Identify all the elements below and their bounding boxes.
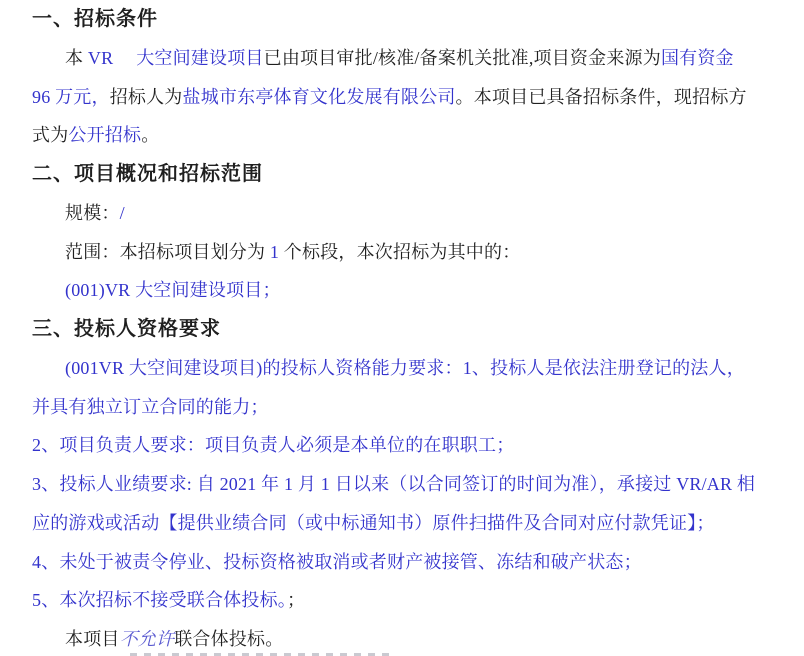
text-run: 一、招标条件: [32, 8, 158, 30]
text-run: 1: [269, 241, 280, 262]
text-run: 不允许: [119, 629, 175, 649]
scope-line: [32, 233, 774, 272]
consortium-line: [32, 620, 774, 656]
requirement-2-line: [32, 426, 774, 465]
section-2-heading: [32, 155, 774, 194]
text-run: 2、项目负责人要求：项目负责人必须是本单位的在职职工；: [32, 435, 515, 456]
para-tender-conditions-line-2: [32, 78, 774, 117]
text-run: 。本项目已具备招标条件，现招标方: [455, 86, 747, 107]
text-run: 范围：本招标项目划分为: [65, 241, 270, 262]
text-run: 。: [141, 125, 160, 146]
text-run: 盐城市东亭体育文化发展有限公司: [182, 86, 456, 107]
lot-001-line: [32, 271, 774, 310]
text-run: 已由项目审批/核准/备案机关批准,项目资金来源为: [263, 47, 661, 68]
para-tender-conditions-line-1: [32, 39, 774, 78]
text-run: 本项目: [65, 629, 120, 649]
text-run: 规模：: [65, 202, 120, 223]
text-run: 二、项目概况和招标范围: [32, 163, 263, 185]
text-run: ；: [287, 590, 306, 611]
text-run: 三、投标人资格要求: [32, 318, 221, 340]
text-run: 96 万元，: [32, 86, 110, 107]
section-1-heading: [32, 0, 774, 39]
requirement-4-line: [32, 543, 774, 582]
requirement-5-line: [32, 581, 774, 620]
text-run: 3、投标人业绩要求: 自 2021 年 1 月 1 日以来（以合同签订的时间为准），承接过 VR/AR 相: [32, 474, 756, 494]
qualification-line-2: [32, 388, 774, 427]
text-run: 应的游戏或活动【提供业绩合同（或中标通知书）原件扫描件及合同对应付款凭证】；: [32, 512, 715, 533]
text-run: VR 大空间建设项目: [87, 47, 264, 68]
text-run: 公开招标: [68, 125, 142, 146]
text-run: 式为: [32, 125, 69, 146]
text-run: 联合体投标。: [174, 629, 284, 649]
para-tender-conditions-line-3: [32, 116, 774, 155]
text-run: 国有资金: [660, 47, 734, 68]
text-run: 招标人为: [109, 86, 183, 107]
scale-line: [32, 194, 774, 233]
text-run: /: [119, 202, 125, 223]
requirement-3-line-2: [32, 504, 774, 543]
qualification-line-1: [32, 349, 774, 388]
text-run: (001VR 大空间建设项目)的投标人资格能力要求：1、投标人是依法注册登记的法人，: [65, 357, 745, 378]
text-run: 5、本次招标不接受联合体投标。: [32, 590, 287, 611]
requirement-3-line-1: [32, 465, 774, 504]
text-run: 4、未处于被责令停业、投标资格被取消或者财产被接管、冻结和破产状态；: [32, 551, 642, 572]
text-run: (001)VR 大空间建设项目；: [65, 280, 281, 301]
text-run: 个标段，本次招标为其中的：: [279, 241, 521, 262]
text-run: 并具有独立订立合同的能力；: [32, 396, 269, 417]
section-3-heading: [32, 310, 774, 349]
text-run: 本: [65, 47, 88, 68]
